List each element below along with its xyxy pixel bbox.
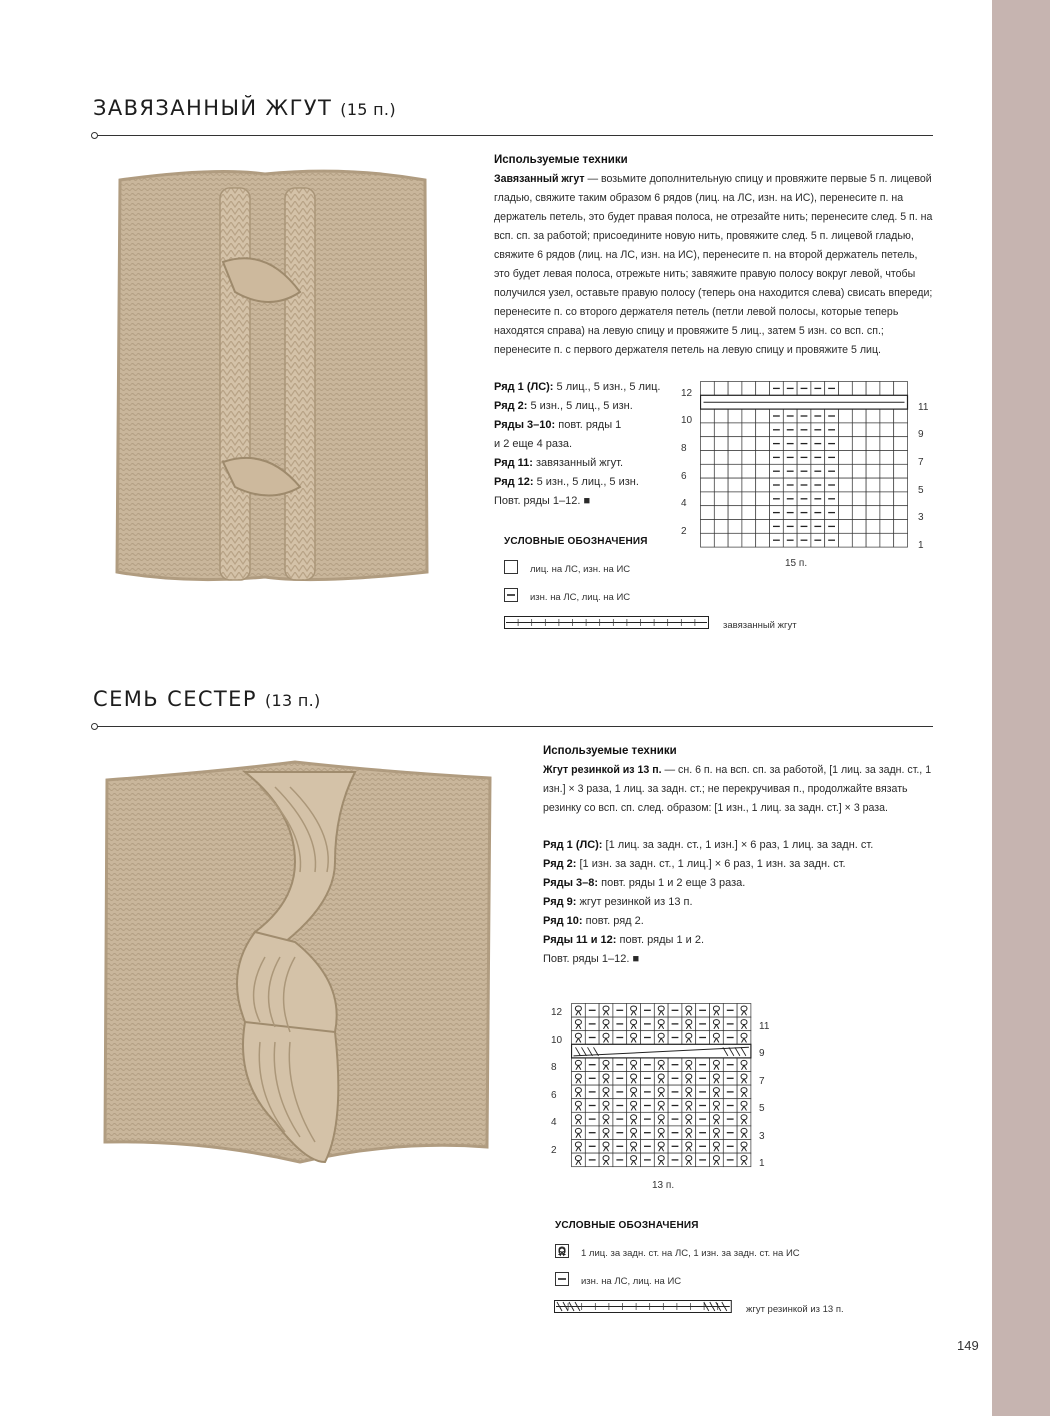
chart-cell [742,423,756,437]
chart-cell [714,382,728,396]
chart-cell [701,451,715,465]
section2-legend-item-3: жгут резинкой из 13 п. [746,1304,844,1315]
s2-right-num: 9 [759,1048,765,1059]
chart-cell [866,409,880,423]
chart-cell [880,437,894,451]
section1-technique-name: Завязанный жгут [494,173,585,185]
svg-text:𝛀: 𝛀 [558,1247,566,1258]
chart-cell [866,492,880,506]
chart-cell [852,382,866,396]
chart-cell [866,451,880,465]
chart-cell [866,533,880,547]
chart-cell [714,437,728,451]
chart-cell [894,520,908,534]
s1-left-num: 2 [681,526,687,537]
chart-cell [742,437,756,451]
chart-cell [839,506,853,520]
chart-cell [701,520,715,534]
chart-cell [839,409,853,423]
chart-cell [742,451,756,465]
chart-cell [839,492,853,506]
chart-cell [742,492,756,506]
section2-technique-text: — сн. 6 п. на всп. сп. за работой, [1 лиц. за задн. ст., 1 изн.] × 3 раза, 1 лиц. за задн. ст.; не перекручивая п., продолжайте вязать резинку со всп. сп. след. образом: [1 изн., 1 лиц. за задн. ст.] × 3 раза. [543,764,932,814]
s2-right-num: 5 [759,1103,765,1114]
chart-cell [839,382,853,396]
chart-cell [894,478,908,492]
s1-right-num: 11 [918,402,929,413]
section2-stitch-chart [571,1003,755,1169]
chart-cell [728,409,742,423]
chart-cell [894,382,908,396]
chart-cell [880,478,894,492]
section1-row-2: Ряд 2: 5 изн., 5 лиц., 5 изн. [494,400,633,412]
section2-technique-name: Жгут резинкой из 13 п. [543,764,662,776]
s2-left-num: 8 [551,1062,557,1073]
section1-legend-item-2: изн. на ЛС, лиц. на ИС [530,592,631,603]
chart-cell [756,533,770,547]
chart-cell [852,533,866,547]
section1-legend-item-1: лиц. на ЛС, изн. на ИС [530,564,631,575]
chart-cell [714,533,728,547]
s2-left-num: 10 [551,1035,563,1046]
s2-left-num: 6 [551,1090,557,1101]
chart-cell [852,423,866,437]
chart-cell [866,382,880,396]
chart-cell [880,423,894,437]
section2-row-7: Повт. ряды 1–12. ■ [543,953,640,965]
chart-cell [756,423,770,437]
section1-count: (15 п.) [340,100,396,119]
chart-cell [866,520,880,534]
legend-dash-square-icon [555,1272,569,1286]
section1-rule [96,135,933,136]
s2-left-num: 4 [551,1117,557,1128]
chart-cell [728,520,742,534]
chart-cell [701,423,715,437]
chart-cell [701,533,715,547]
section2-legend-item-2: изн. на ЛС, лиц. на ИС [581,1276,682,1287]
chart-cell [728,478,742,492]
chart-cell [866,464,880,478]
s1-left-num: 12 [681,388,693,399]
chart-cell [714,464,728,478]
section2-row-1: Ряд 1 (ЛС): [1 лиц. за задн. ст., 1 изн.] × 6 раз, 1 лиц. за задн. ст. [543,839,874,851]
section2-techniques-block [543,742,933,818]
chart-cell [880,382,894,396]
section2-row-instructions [543,836,873,969]
chart-cell [852,492,866,506]
s1-right-num: 1 [918,540,924,551]
chart-cell [756,478,770,492]
chart-cell [714,478,728,492]
section1-techniques-heading: Используемые техники [494,154,628,166]
s1-left-num: 6 [681,471,687,482]
section2-techniques-heading: Используемые техники [543,745,677,757]
legend-rib-cable-bar-icon [554,1300,734,1313]
chart-cell [880,451,894,465]
section1-techniques-block [494,151,934,360]
section1-technique-text: — возьмите дополнительную спицу и провяжите первые 5 п. лицевой гладью, свяжите таким образом 6 рядов (лиц. на ЛС, изн. на ИС), перенесите п. на держатель петель, это будет правая полоса, не отрезайте нить; перенесите след. 5 п. на всп. сп. за работой; присоедините новую нить, провяжите след. 5 п. лицевой гладью, свяжите 6 рядов (лиц. на ЛС, изн. на ИС), перенесите п. на второй держатель петель, это будет левая полоса, отрежьте нить; завяжите правую полосу вокруг левой, чтобы получился узел, оставьте правую полосу (теперь она находится слева) свисать впереди; перенесите п. со второго держателя петель (петли левой полосы, которые теперь находятся справа) на левую спицу и провяжите 5 лиц., затем 5 изн. со всп. сп.; перенесите п. с первого держателя петель на левую спицу и провяжите 5 лиц. [494,173,933,356]
chart-cell [742,520,756,534]
knotted-cable-swatch-image [95,152,435,607]
legend-knotted-cable-bar-icon [504,616,710,629]
chart-cell [852,520,866,534]
chart-cell [714,423,728,437]
section2-title [93,687,321,711]
section2-row-3: Ряды 3–8: повт. ряды 1 и 2 еще 3 раза. [543,877,746,889]
section1-row-3: Ряды 3–10: повт. ряды 1 [494,419,622,431]
section2-legend-item-1: 1 лиц. за задн. ст. на ЛС, 1 изн. за задн. ст. на ИС [581,1248,800,1259]
chart-cell [852,464,866,478]
chart-cell [852,506,866,520]
chart-cell [839,437,853,451]
chart-cell [756,506,770,520]
chart-cell [880,520,894,534]
s1-left-num: 4 [681,498,687,509]
chart-cell [866,437,880,451]
section1-row-7: Повт. ряды 1–12. ■ [494,495,591,507]
section1-row-5: Ряд 11: завязанный жгут. [494,457,624,469]
chart-cell [839,520,853,534]
section1-legend-item-3: завязанный жгут [723,620,797,631]
chart-cell [880,409,894,423]
chart-cell [728,492,742,506]
chart-cell [701,492,715,506]
chart-cell [894,409,908,423]
chart-cell [756,492,770,506]
chart-cell [894,533,908,547]
chart-cell [714,520,728,534]
chart-cell [839,451,853,465]
chart-cell [839,533,853,547]
section2-row-4: Ряд 9: жгут резинкой из 13 п. [543,896,693,908]
chart-cell [880,464,894,478]
s1-left-num: 8 [681,443,687,454]
s1-right-num: 7 [918,457,924,468]
s2-right-num: 3 [759,1131,765,1142]
section1-title-text: ЗАВЯЗАННЫЙ ЖГУТ [93,96,333,120]
chart-cell [852,437,866,451]
s1-right-num: 3 [918,512,924,523]
section1-rule-dot [91,132,98,139]
chart-cell [894,451,908,465]
section1-stitch-chart [700,381,910,549]
chart-cell [701,437,715,451]
chart-cell [728,423,742,437]
legend-empty-square-icon [504,560,518,574]
chart-cell [756,382,770,396]
chart-cell [894,464,908,478]
chart-cell [894,437,908,451]
chart-cell [728,464,742,478]
chart-cell [714,451,728,465]
chart-cell [894,423,908,437]
chart-cell [701,478,715,492]
legend-twisted-knit-icon [555,1244,569,1258]
section2-chart-width-label: 13 п. [652,1180,675,1191]
chart-cell [742,409,756,423]
chart-cell [756,409,770,423]
chart-cell [839,423,853,437]
s2-right-num: 7 [759,1076,765,1087]
chart-cell [880,492,894,506]
chart-cell [728,533,742,547]
chart-cell [839,464,853,478]
chart-cell [742,382,756,396]
section1-legend-title: УСЛОВНЫЕ ОБОЗНАЧЕНИЯ [504,536,648,547]
s2-right-num: 1 [759,1158,765,1169]
legend-dash-square-icon [504,588,518,602]
section2-count: (13 п.) [264,691,321,710]
page-number: 149 [957,1338,979,1353]
chart-cell [880,533,894,547]
section1-chart-width-label: 15 п. [785,558,808,569]
section2-title-text: СЕМЬ СЕСТЕР [93,687,257,711]
section2-legend-title: УСЛОВНЫЕ ОБОЗНАЧЕНИЯ [555,1220,699,1231]
s1-right-num: 9 [918,429,924,440]
section1-title [93,96,396,120]
chart-cell [728,451,742,465]
chart-cell [894,492,908,506]
chart-cell [866,423,880,437]
section2-row-5: Ряд 10: повт. ряд 2. [543,915,644,927]
chart-cell [728,506,742,520]
section1-row-6: Ряд 12: 5 изн., 5 лиц., 5 изн. [494,476,639,488]
chart-cell [852,409,866,423]
section2-row-2: Ряд 2: [1 изн. за задн. ст., 1 лиц.] × 6 раз, 1 изн. за задн. ст. [543,858,846,870]
chart-cell [728,382,742,396]
chart-cell [866,506,880,520]
s1-left-num: 10 [681,415,693,426]
chart-cell [701,464,715,478]
chart-cell [756,437,770,451]
chart-cell [701,506,715,520]
section2-rule [96,726,933,727]
s1-right-num: 5 [918,485,924,496]
chart-cell [894,506,908,520]
section1-row-4: и 2 еще 4 раза. [494,438,573,450]
section1-row-instructions [494,378,660,511]
s2-left-num: 12 [551,1007,563,1018]
chart-cell [742,478,756,492]
chart-cell [756,464,770,478]
chart-cell [756,520,770,534]
chart-cell [714,492,728,506]
chart-cell [742,506,756,520]
chart-cell [742,464,756,478]
seven-sisters-swatch-image [95,742,503,1190]
chart-cell [728,437,742,451]
chart-cell [852,451,866,465]
chart-cell [701,409,715,423]
chart-cell [852,478,866,492]
chart-cell [714,506,728,520]
page-edge-band [992,0,1050,1416]
chart-cell [714,409,728,423]
chart-cell [742,533,756,547]
section1-row-1: Ряд 1 (ЛС): 5 лиц., 5 изн., 5 лиц. [494,381,661,393]
s2-right-num: 11 [759,1021,770,1032]
chart-cell [866,478,880,492]
section2-row-6: Ряды 11 и 12: повт. ряды 1 и 2. [543,934,704,946]
s2-left-num: 2 [551,1145,557,1156]
section2-rule-dot [91,723,98,730]
chart-cell [701,382,715,396]
chart-cell [756,451,770,465]
chart-cell [839,478,853,492]
chart-cell [880,506,894,520]
